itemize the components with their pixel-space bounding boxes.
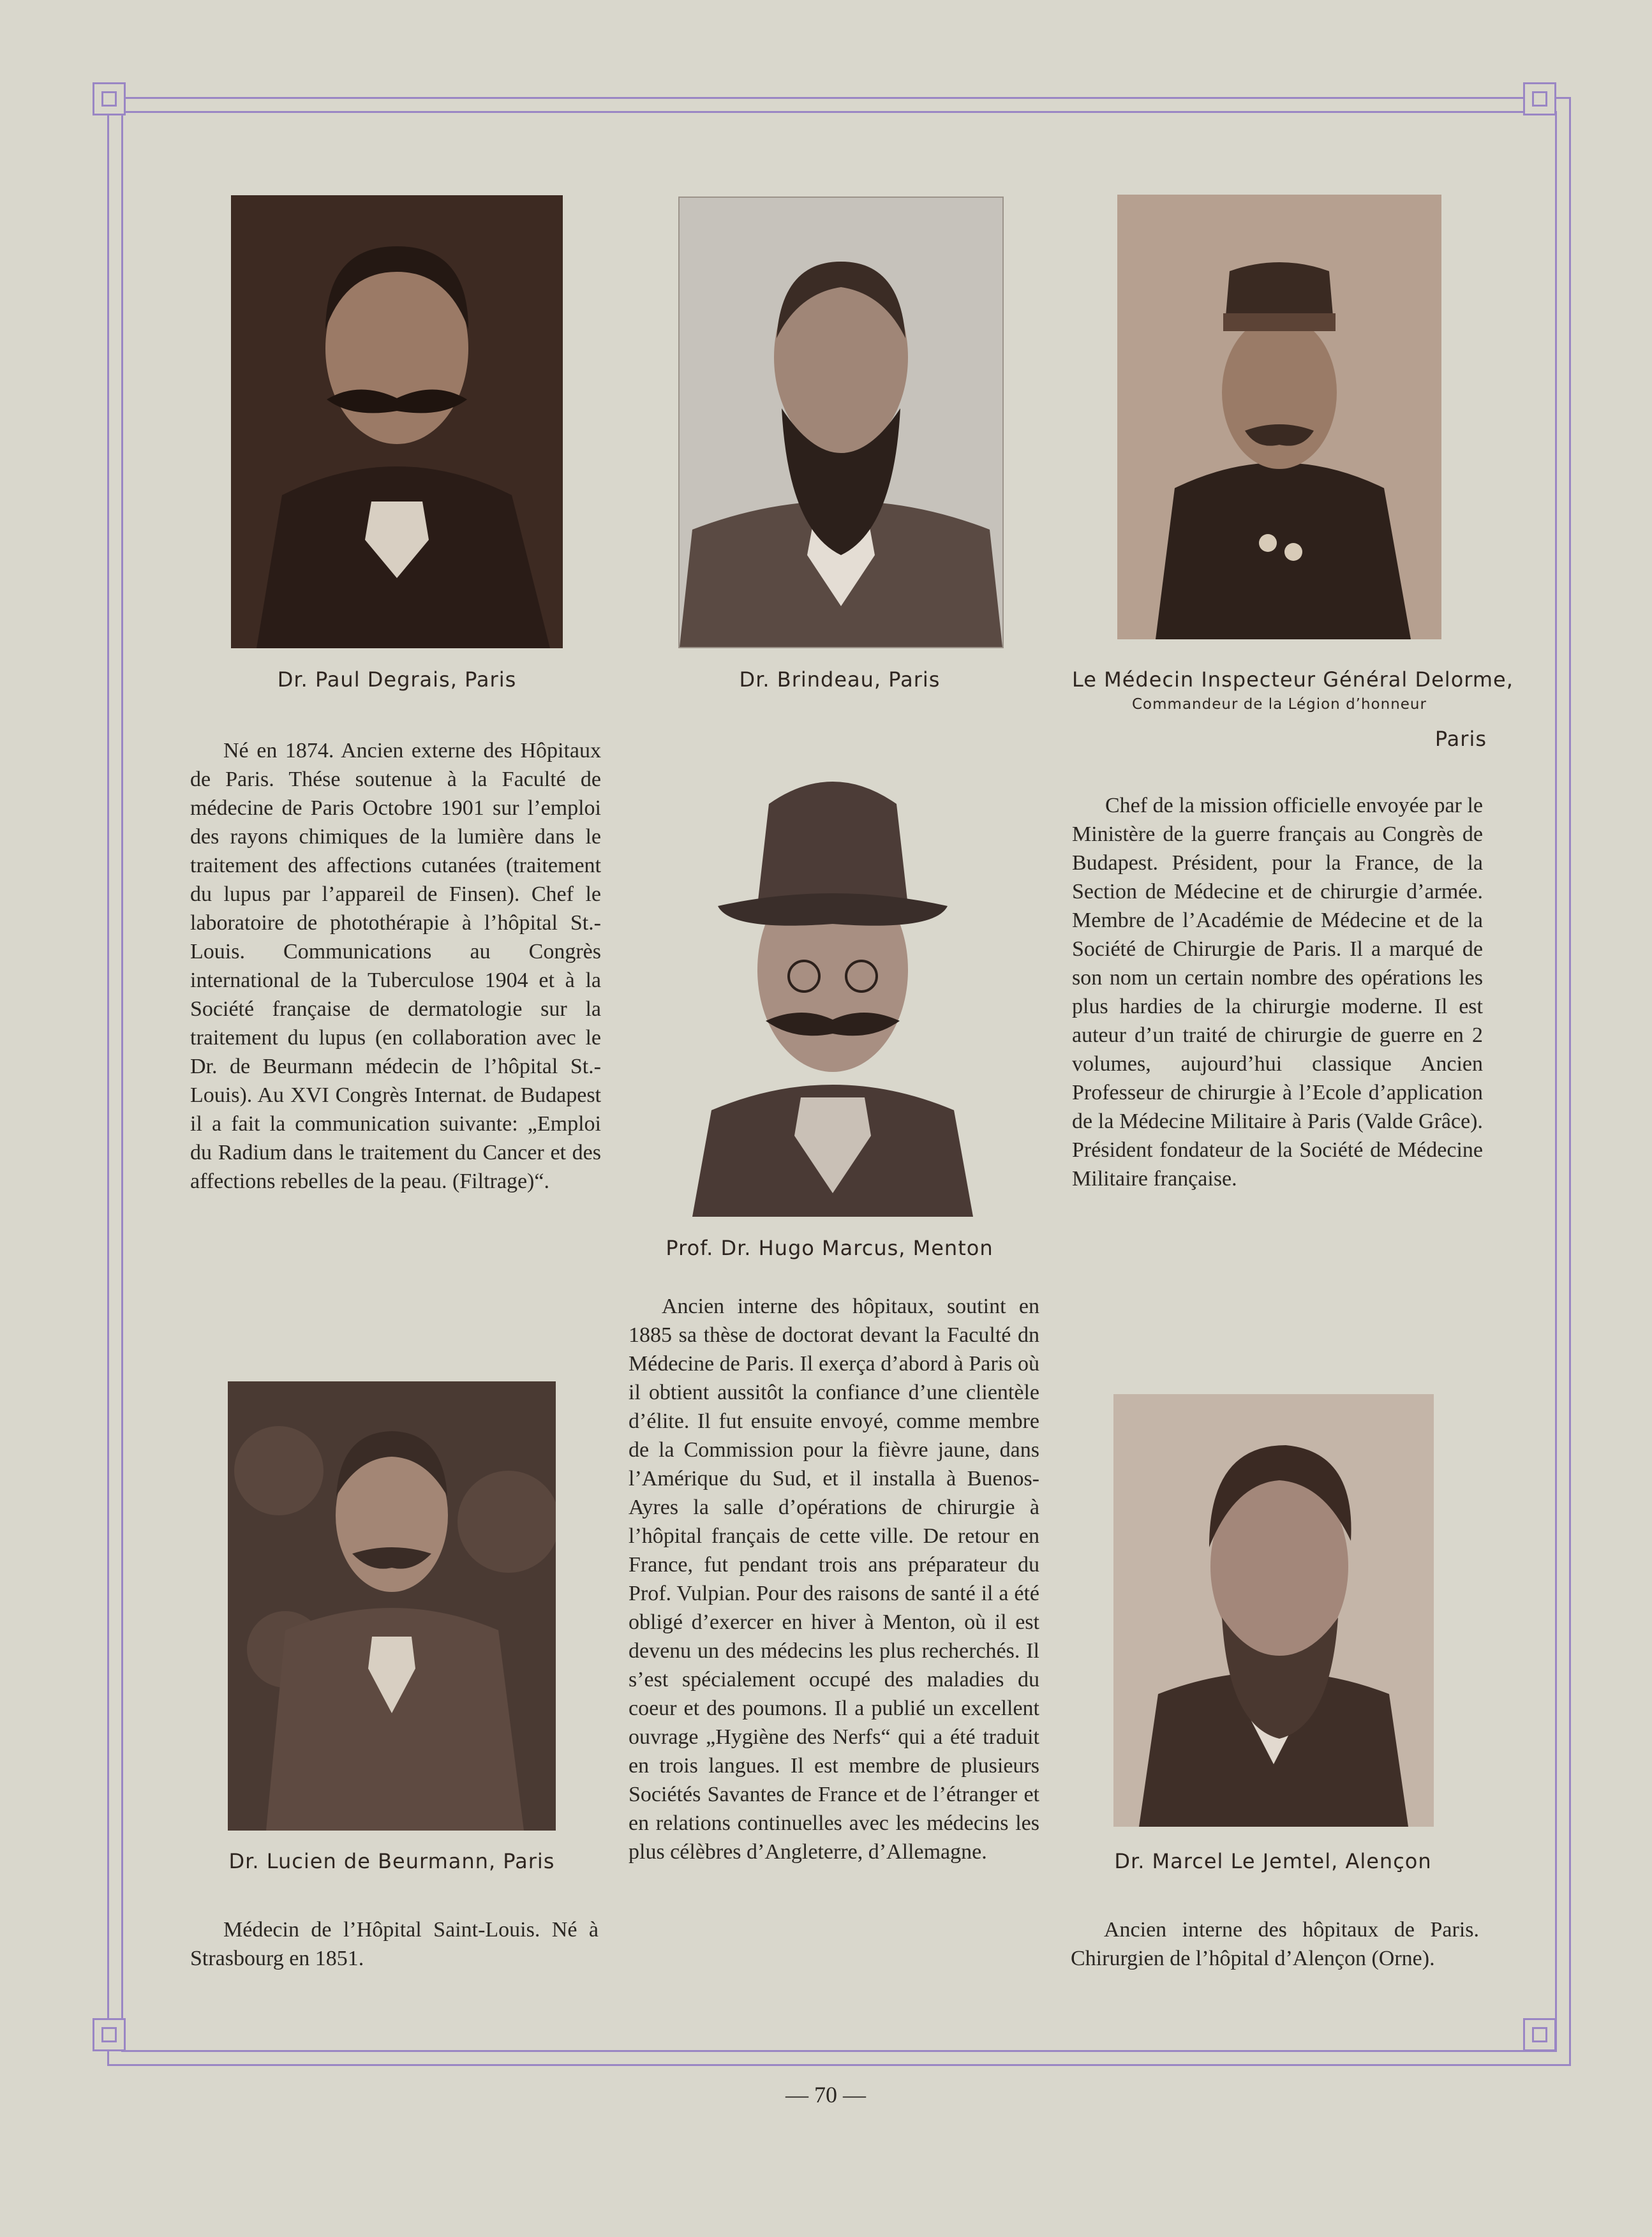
border-corner-ornament [1523,2018,1556,2051]
border-corner-ornament [93,2018,126,2051]
portrait-caption-marcus: Prof. Dr. Hugo Marcus, Menton [666,1236,993,1260]
portrait-photo-beurmann [228,1381,556,1831]
bio-degrais [190,736,601,1196]
portrait-caption-degrais: Dr. Paul Degrais, Paris [277,667,517,692]
portrait-caption-beurmann: Dr. Lucien de Beurmann, Paris [228,1849,555,1873]
portrait-engraving-marcus [654,753,1011,1217]
portrait-subcaption-delorme: Commandeur de la Légion d’honneur [1132,696,1427,713]
bio-le-jemtel [1071,1915,1479,1973]
portrait-caption-brindeau: Dr. Brindeau, Paris [739,667,941,692]
portrait-photo-degrais [231,195,563,648]
bio-le-jemtel-text: Ancien interne des hôpitaux de Paris. Chirurgien de l’hôpital d’Alençon (Orne). [1071,1918,1479,1970]
portrait-photo-brindeau [678,197,1004,648]
bio-marcus [629,1292,1039,1866]
border-corner-ornament [93,82,126,115]
portrait-caption-delorme-city: Paris [1434,727,1487,751]
portrait-photo-delorme [1117,195,1441,639]
bio-beurmann-text: Médecin de l’Hôpital Saint-Louis. Né à Strasbourg en 1851. [190,1918,599,1970]
page-number: — 70 — [785,2082,866,2107]
portrait-caption-delorme: Le Médecin Inspecteur Général Delorme, [1072,667,1514,692]
bio-delorme [1072,791,1483,1193]
portrait-caption-le-jemtel: Dr. Marcel Le Jemtel, Alençon [1114,1849,1432,1873]
border-corner-ornament [1523,82,1556,115]
portrait-photo-le-jemtel [1113,1394,1434,1827]
bio-degrais-text: Né en 1874. Ancien externe des Hôpitaux de Paris. Thése soutenue à la Faculté de médecine de Paris Octobre 1901 sur l’emploi des rayons chimiques de la lumière dans le traitement des affections cutanées (traitement du lupus par l’appareil de Finsen). Chef le laboratoire de photothérapie à l’hôpital St.-Louis. Communications au Congrès international de la Tuberculose 1904 et à la Société française de dermatologie sur la traitement du lupus (en collaboration avec le Dr. de Beurmann médecin de l’hôpital St.-Louis). Au XVI Congrès Internat. de Budapest il a fait la communication suivante: „Emploi du Radium dans le traitement du Cancer et des affections rebelles de la peau. (Filtrage)“. [190,739,601,1193]
bio-marcus-text: Ancien interne des hôpitaux, soutint en 1885 sa thèse de doctorat devant la Faculté dn Médecine de Paris. Il exerça d’abord à Paris où il obtient aussitôt la confiance d’une clientèle d’élite. Il fut ensuite envoyé, comme membre de la Commission pour la fièvre jaune, dans l’Amérique du Sud, et il installa à Buenos-Ayres la salle d’opérations de chirurgie à l’hôpital français de cette ville. De retour en France, fut pendant trois ans préparateur du Prof. Vulpian. Pour des raisons de santé il a été obligé d’exercer en hiver à Menton, où il est devenu un des médecins les plus recherchés. Il s’est spécialement occupé des maladies du coeur et des poumons. Il a publié un excellent ouvrage „Hygiène des Nerfs“ qui a été traduit en trois langues. Il est membre de plusieurs Sociétés Savantes de France et de l’étranger et en relations continuelles avec les médecins les plus célèbres d’Angleterre, d’Allemagne. [629,1295,1039,1864]
bio-delorme-text: Chef de la mission officielle envoyée par le Ministère de la guerre français au Congrès de Budapest. Président, pour la France, de la Section de Médecine et de chirurgie d’armée. Membre de l’Académie de Médecine et de la Société de Chirurgie de Paris. Il a marqué de son nom un certain nombre des opérations les plus hardies de la chirurgie moderne. Il est auteur d’un traité de chirurgie de guerre en 2 volumes, aujourd’hui classique Ancien Professeur de chirurgie à l’Ecole d’application de la Médecine Militaire à Paris (Valde Grâce). Président fondateur de la Société de Médecine Militaire française. [1072,794,1483,1191]
bio-beurmann [190,1915,599,1973]
